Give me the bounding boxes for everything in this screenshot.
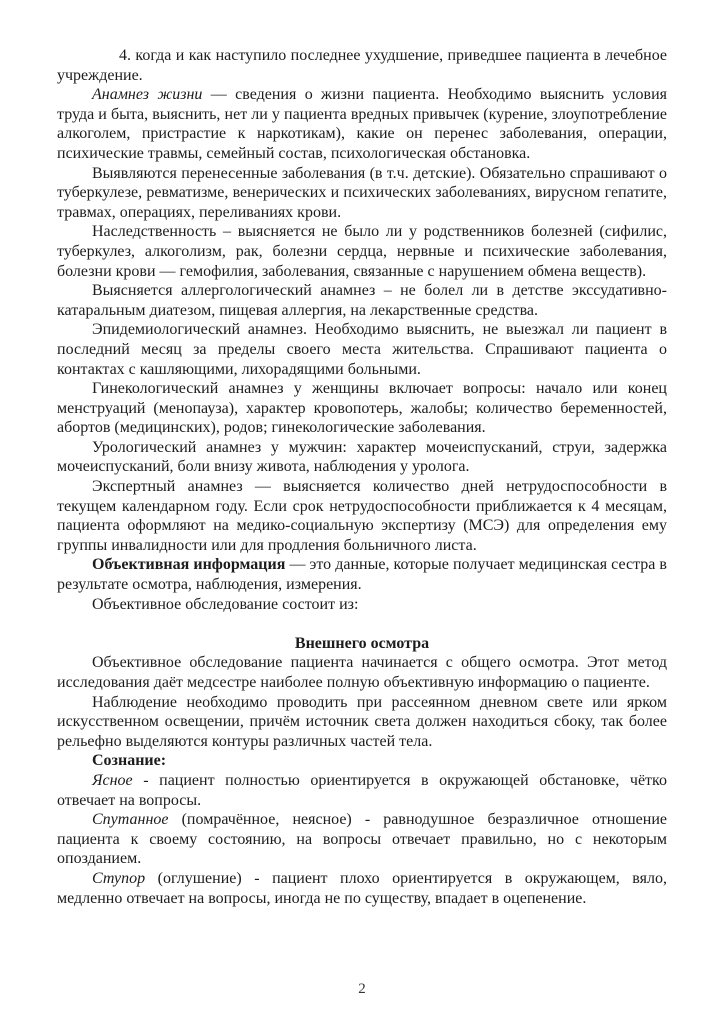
text-run: (помрачённое, неясное) - равнодушное безразличное отношение пациента к своему состоянию, на вопросы отвечает правильно, но с некоторым опозданием.	[57, 811, 667, 868]
paragraph	[57, 438, 667, 477]
text-run: Объективное обследование состоит из:	[92, 595, 359, 613]
text-run: Ясное	[92, 771, 133, 789]
paragraph	[57, 85, 667, 163]
paragraph	[57, 653, 667, 692]
text-run: Урологический анамнез у мужчин: характер мочеиспусканий, струи, задержка мочеиспусканий, боли внизу живота, наблюдения у уролога.	[57, 438, 667, 476]
paragraph	[57, 379, 667, 438]
text-run: Внешнего осмотра	[294, 634, 430, 652]
paragraph	[57, 595, 667, 615]
paragraph	[57, 555, 667, 594]
text-run: Наследственность – выясняется не было ли у родственников болезней (сифилис, туберкулез, алкоголизм, рак, болезни сердца, нервные и психические заболевания, болезни крови — гемофилия, заболевания, связанные с нарушением обмена веществ).	[57, 223, 667, 280]
paragraph	[57, 751, 667, 771]
paragraph	[57, 477, 667, 555]
text-run: Ступор	[92, 869, 146, 887]
text-run: Наблюдение необходимо проводить при рассеянном дневном свете или ярком искусственном освещении, причём источник света должен находиться сбоку, так более рельефно выделяются контуры различных частей тела.	[57, 693, 667, 750]
text-run: Анамнез жизни	[92, 86, 203, 104]
text-run: (оглушение) - пациент плохо ориентируется в окружающем, вяло, медленно отвечает на вопросы, иногда не по существу, впадает в оцепенение.	[57, 869, 667, 907]
section-heading	[57, 634, 667, 654]
text-run: Экспертный анамнез — выясняется количество дней нетрудоспособности в текущем календарном году. Если срок нетрудоспособности приближается к 4 месяцам, пациента оформляют на медико-социальную экспертизу (МСЭ) для определения ему группы инвалидности или для продления больничного листа.	[57, 478, 667, 554]
document-body	[57, 46, 667, 908]
text-run: Сознание:	[92, 752, 167, 770]
text-run: 4. когда и как наступило последнее ухудшение, приведшее пациента в лечебное учреждение.	[57, 47, 667, 84]
text-run: Гинекологический анамнез у женщины включает вопросы: начало или конец менструаций (менопауза), характер кровопотерь, жалобы; количество беременностей, абортов (медицинских), родов; гинекологические заболевания.	[57, 380, 667, 437]
paragraph	[57, 810, 667, 869]
page-number: 2	[358, 981, 366, 997]
paragraph	[57, 693, 667, 752]
text-run: Выявляются перенесенные заболевания (в т.ч. детские). Обязательно спрашивают о туберкулезе, ревматизме, венерических и психических заболеваниях, вирусном гепатите, травмах, операциях, переливаниях крови.	[57, 164, 667, 221]
paragraph	[57, 320, 667, 379]
text-run: Спутанное	[92, 811, 169, 829]
paragraph	[57, 222, 667, 281]
paragraph	[57, 771, 667, 810]
paragraph	[57, 869, 667, 908]
text-run: Эпидемиологический анамнез. Необходимо выяснить, не выезжал ли пациент в последний месяц за пределы своего места жительства. Спрашивают пациента о контактах с кашляющими, лихорадящими больными.	[57, 321, 667, 378]
text-run: — это данные, которые получает медицинская сестра в результате осмотра, наблюдения, измерения.	[57, 556, 667, 594]
text-run: Объективное обследование пациента начинается с общего осмотра. Этот метод исследования даёт медсестре наиболее полную объективную информацию о пациенте.	[57, 654, 667, 691]
text-run: - пациент полностью ориентируется в окружающей обстановке, чётко отвечает на вопросы.	[57, 771, 667, 809]
paragraph	[57, 164, 667, 223]
text-run: Объективная информация	[92, 556, 286, 574]
paragraph	[57, 46, 667, 85]
text-run: — сведения о жизни пациента. Необходимо выяснить условия труда и быта, выяснить, нет ли у пациента вредных привычек (курение, злоупотребление алкоголем, пристрастие к наркотикам), какие он перенес заболевания, операции, психические травмы, семейный состав, психологическая обстановка.	[57, 86, 667, 162]
paragraph	[57, 281, 667, 320]
text-run: Выясняется аллергологический анамнез – не болел ли в детстве экссудативно-катаральным диатезом, пищевая аллергия, на лекарственные средства.	[57, 282, 667, 319]
